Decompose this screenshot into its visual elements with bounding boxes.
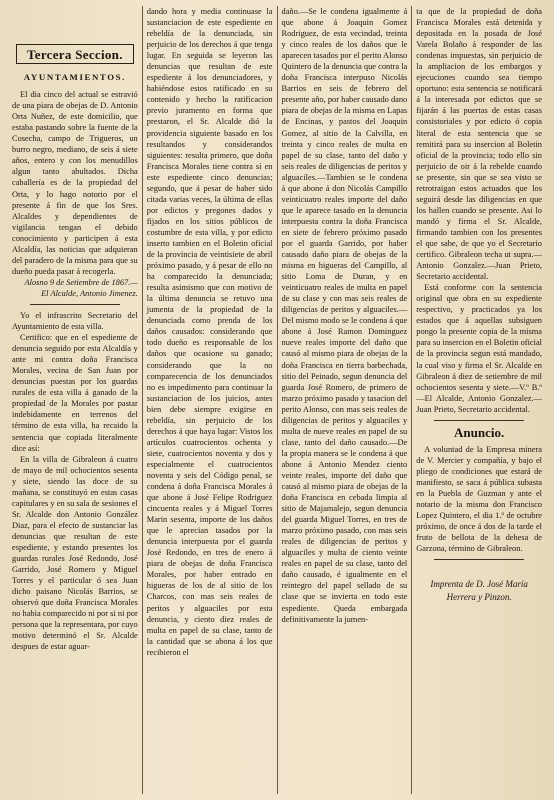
ayuntamientos-header: AYUNTAMIENTOS. bbox=[23, 72, 126, 83]
anuncio-text: A voluntad de la Empresa minera de V. Mercier y compañía, y bajo el pliego de condiciones que estará de manifiesto, se saca á pública subasta en la Puebla de Guzman y ante el notario de la misma don Francisco Lopez Quintero, el dia 1.º de octubre próximo, de once á dos de la tarde el fruto de bellota de la dehesa de Garzona, término de Gibraleon. bbox=[416, 444, 542, 554]
divider bbox=[434, 559, 524, 560]
paragraph: daño.—Se le condena igualmente á que abone á Joaquin Gomez Rodriguez, de esta vecindad, treinta y cinco reales de los daños que le aparecen tasados por el perito Alonso Quintero de la denuncia que contra la doña Francisca interpuso Nicolás Barrios en seis de febrero del presente año, por haber causado dano piara de obejas de la misma en Lapas de Encinas, y pastos del Joaquin Gomez, al sitio de la Calvilla, en treinta y cinco reales de multa en papel de su clase, tanto del daño y seis reales de diligencias de peritos y alguaciles.—Tambien se le condena á que abone á don Nicolás Campillo veinticuatro reales importe del daño que le aparece tasado en la denuncia interpuesta contra la doña Francisca en siete de febrero próximo pasado por el guarda Garrido, por haber causado daño piara de obejas de la misma en higueras del Campillo, al sitio Loma de Duran, y en veinticuatro reales de multa en papel de su clase y con mas seis reales de diligencias de peritos y alguaciles.—Del mismo modo se le condena á que abone á José Ramon Dominguez nueve reales importe del daño que causó al mismo piara de obejas de la doña Francisca en tierra barbechada, sitio del Peinado, segun denuncia del guarda José Romero, de primero de marzo próximo pasado y tasacion del perito Alonso, con mas seis reales de diligencias de peritos y alguaciles y multa de nueve reales en papel de su clase, tanto del daño causado.—De la propia manera se le condena á que abone á Antonio Mendez ciento veinte reales, importe del daño que causó al mismo piara de obejas de la doña Francisca en cebada limpia al sitio de Majamalejo, segun denuncia del guarda Miguel Torres, en tres de marzo próximo pasado, con mas seis reales de diligencias de peritos y alguaciles y multa de ciento veinte reales en papel de su clase, tanto del daño causado, é igualmente en el reintegro del papel sellado de su clase que se invierta en todo este espediente. Queda embargada definitivamente la jumen- bbox=[281, 7, 408, 624]
column-3 bbox=[278, 6, 413, 794]
imprint-line-2: Herrera y Pinzon. bbox=[446, 592, 512, 603]
paragraph: El dia cinco del actual se estravió de una piara de obejas de D. Antonio Orta Nuñez, de este domicilio, que estaba pastando sobre la fuente de la Cosecha, campo de Trigueros, un burro negro, mediano, de seis á siete años, entero y con los menudillos algun tanto abultados. Dicha caballería es de la propiedad del Orta, y lo hago notorio por el presente á fin de que los Sres. Alcaldes y dependientes de vigilancia tengan el debido conocimiento y participen á esta Alcaldía, las noticias que adquieran del paradero de la misma para que su dueño pueda pasar á recogerla. bbox=[12, 90, 138, 276]
section-title: Tercera Seccion. bbox=[16, 44, 134, 64]
column-4 bbox=[412, 6, 546, 794]
paragraph: Certifico: que en el espediente de denuncia seguido por esta Alcaldía y ante mi contra doña Francisca Morales, vecina de San Juan por denuncias puestas por los guardas rurales de esta villa á ganado de la propiedad de la Morales por pastar indebidamente en terrenos del término de esta villa, ha recaido la sentencia que copiada literalmente dice así: bbox=[12, 333, 138, 453]
signature-alosno: Alosno 9 de Setiembre de 1867.—El Alcalde, Antonio Jimenez. bbox=[24, 277, 138, 298]
divider bbox=[30, 304, 120, 305]
anuncio-title: Anuncio. bbox=[454, 424, 505, 440]
columns bbox=[8, 6, 546, 794]
imprint-line-1: Imprenta de D. José María bbox=[430, 579, 528, 590]
divider bbox=[434, 420, 524, 421]
column-1 bbox=[8, 6, 143, 794]
paragraph: ta que de la propiedad de doña Francisca Morales está detenida y depositada en la posada de José Varela Bolaño á responder de las condenas impuestas, sin perjuicio de la ampliacion de los embargos y ejecuciones cuando sea tiempo oportuno: esta sentencia se notificará á la interesada por edictos que se fijarán á las puertas de estas casas consistoriales y por edicto ó copia literal de esta sentencia que se remitirá para su insercion al Boletin oficial de la provincia; todo ello sin perjuicio de oir á la rebelde cuando se presente, sin que se sea visto se retrotraigan estos actuados que los seguirá desde las diligencias en que los hallen cuando se presente. Asi lo mandó y firma el Sr. Alcalde, firmando tambien con los presentes el que sabe, de que yo el Secretario certifico. Gibraleon techa ut supra.—Antonio Gonzalez.—Juan Prieto, Secretario accidental. bbox=[416, 7, 542, 282]
imprint bbox=[416, 578, 542, 604]
paragraph: Yo el infrascrito Secretario del Ayuntamiento de esta villa. bbox=[12, 310, 138, 332]
paragraph: Está conforme con la sentencia original que obra en su expediente respectivo, y practicados ya los estados que á aquellas subsiguen pongo la presente copia de la misma para su insercion en el Boletin oficial de la provincia segun está mandado, la cual viso y firma el Sr. Alcalde en Gibraleon á diez de setiembre de mil ochocientos sesenta y siete.—V.º B.º—El Alcalde, Antonio Gonzalez.—Juan Prieto, Secretario accidental. bbox=[416, 283, 542, 414]
paragraph: dando hora y media continuase la sustanciacion de este espediente en rebeldía de la denunciada, sin perjuicio de los derechos á que tenga lugar. En seguida se leyeron las denuncias que resultan de este espediente á los denunciadores, y habiéndose estos ratificado en su contenido y hecho la ratificacion previo juramento en forma que prestaron, el Sr. Alcalde dió la providencia siguiente basado en los resultandos y considerandos siguientes: resulta primero, que doña Francisca Morales tiene contra sí en este espediente cinco denuncias; segundo, que á pesar de haber sido citada varias veces, la última de ellas por edictos y pregones dados y fijados en los sitios públicos de costumbre de esta villa, y por edicto inserto tambien en el Boletin oficial de la provincia de veintisiete de abril próximo pasado, y á pesar de ello no ha comparecido la denunciada; resulta asimismo que con motivo de la última denuncia se retuvo una jumenta de la propiedad de la denunciada como prenda de los daños causados: considerando que todo dueño es responsable de los daños que ocasione su ganado; considerando que la no comparecencia de los denunciados no es impedimento para continuar la sustanciacion de los juicios, antes bien debe siempre exigirse en rebeldía, sin perjuicio de los derechos á que haya lugar: Vistos los artículos cuatrocientos ochenta y siete, cuatrocientos noventa y dos y especialmente el cuatrocientos noventa y seis del Código penal, se condena á doña Francisca Morales á que abone á José Felipe Rodriguez cincuenta reales y á Miguel Torres Marin sesenta, importe de los daños que le aprecian tasados por la denuncia interpuesta por el guarda José Redondo, en tres de enero á piara de obejas de doña Francisca Morales, por haber entrado en higueras de los de al sitio de los Charcos, con mas seis reales de peritos y alguaciles por esta denuncia, y ciento diez reales de multa en papel de su clase, tanto de la cantidad que se abona á los que recibieron el bbox=[146, 7, 273, 657]
paragraph: En la villa de Gibraleon á cuatro de mayo de mil ochocientos sesenta y siete, siendo las doce de su mañana, se constituyó en estas casas capitulares y en su sala de sesiones el Sr. Alcalde don Antonio González Diaz, para el efecto de sustanciar las denuncias que resultan de este espediente, y estando presentes los guardas rurales José Redondo, José Garrido, José Romero y Miguel Torres y el particular ó sea Juan dicho paisano Nicolás Barrios, se observó que doña Francisca Morales no habia comparecido ni por si ni por persona que la representara, por cuyo motivo determinó el Sr. Alcalde despues de estar aguar- bbox=[12, 454, 138, 652]
column-2 bbox=[143, 6, 278, 794]
